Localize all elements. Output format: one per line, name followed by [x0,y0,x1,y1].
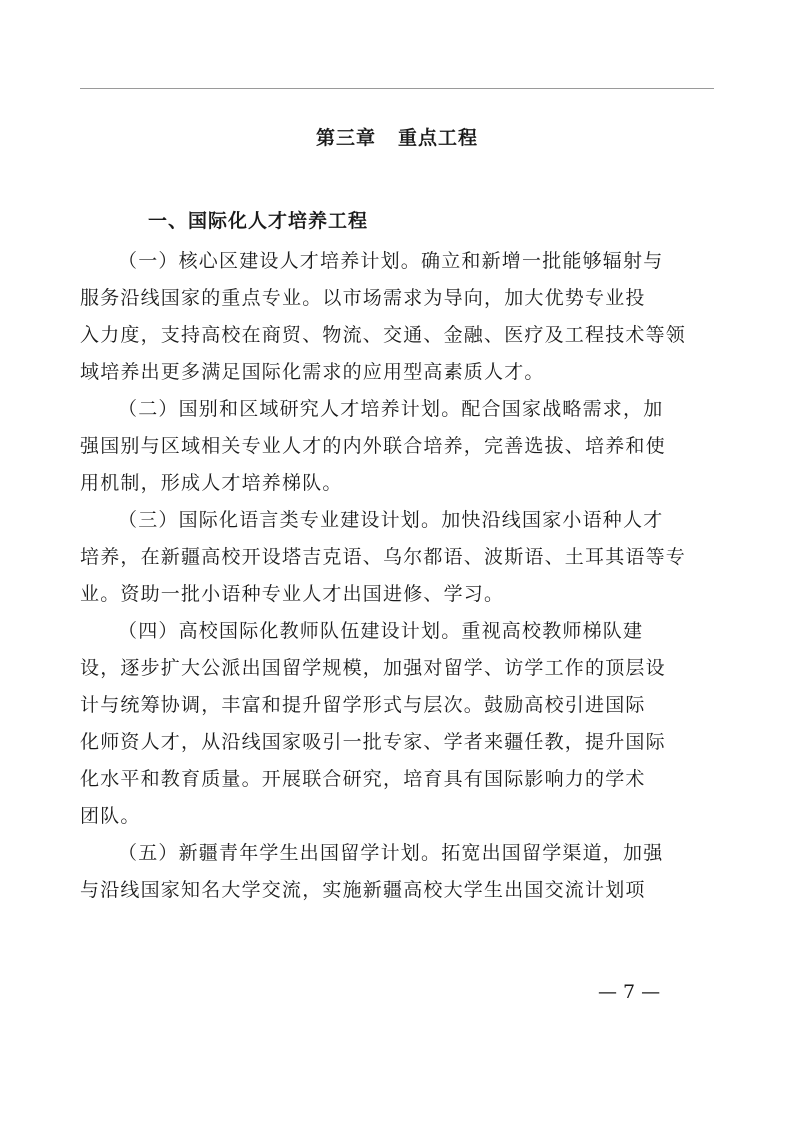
text-line: 化师资人才，从沿线国家吸引一批专家、学者来疆任教，提升国际 [80,731,666,753]
text-line: 入力度，支持高校在商贸、物流、交通、金融、医疗及工程技术等领 [80,324,687,346]
text-line: 计与统筹协调，丰富和提升留学形式与层次。鼓励高校引进国际 [80,694,646,716]
page-number: — 7 — [598,981,661,1003]
section-title: 一、国际化人才培养工程 [148,210,369,232]
paragraph-regional-research-talent [80,391,714,502]
paragraph-faculty-team [80,613,714,835]
text-line: 化水平和教育质量。开展联合研究，培育具有国际影响力的学术 [80,768,646,790]
paragraph-language-programs [80,502,714,613]
text-line: 设，逐步扩大公派出国留学规模，加强对留学、访学工作的顶层设 [80,657,666,679]
text-line: 团队。 [80,805,141,827]
header-rule [80,88,714,89]
text-line: （二）国别和区域研究人才培养计划。配合国家战略需求，加 [118,398,664,420]
paragraph-study-abroad [80,835,714,909]
text-line: 培养，在新疆高校开设塔吉克语、乌尔都语、波斯语、土耳其语等专 [80,546,687,568]
text-line: （一）核心区建设人才培养计划。确立和新增一批能够辐射与 [118,250,664,272]
paragraph-core-zone-talent [80,243,714,391]
text-line: （三）国际化语言类专业建设计划。加快沿线国家小语种人才 [118,509,664,531]
text-line: （五）新疆青年学生出国留学计划。拓宽出国留学渠道，加强 [118,842,664,864]
text-line: 域培养出更多满足国际化需求的应用型高素质人才。 [80,361,545,383]
chapter-title [80,124,714,152]
text-line: 业。资助一批小语种专业人才出国进修、学习。 [80,583,505,605]
text-line: 与沿线国家知名大学交流，实施新疆高校大学生出国交流计划项 [80,879,646,901]
document-body [80,243,714,909]
text-line: （四）高校国际化教师队伍建设计划。重视高校教师梯队建 [118,620,644,642]
text-line: 服务沿线国家的重点专业。以市场需求为导向，加大优势专业投 [80,287,646,309]
chapter-number: 第三章 [315,127,376,149]
text-line: 强国别与区域相关专业人才的内外联合培养，完善选拔、培养和使 [80,435,666,457]
chapter-name: 重点工程 [398,127,479,149]
text-line: 用机制，形成人才培养梯队。 [80,472,343,494]
